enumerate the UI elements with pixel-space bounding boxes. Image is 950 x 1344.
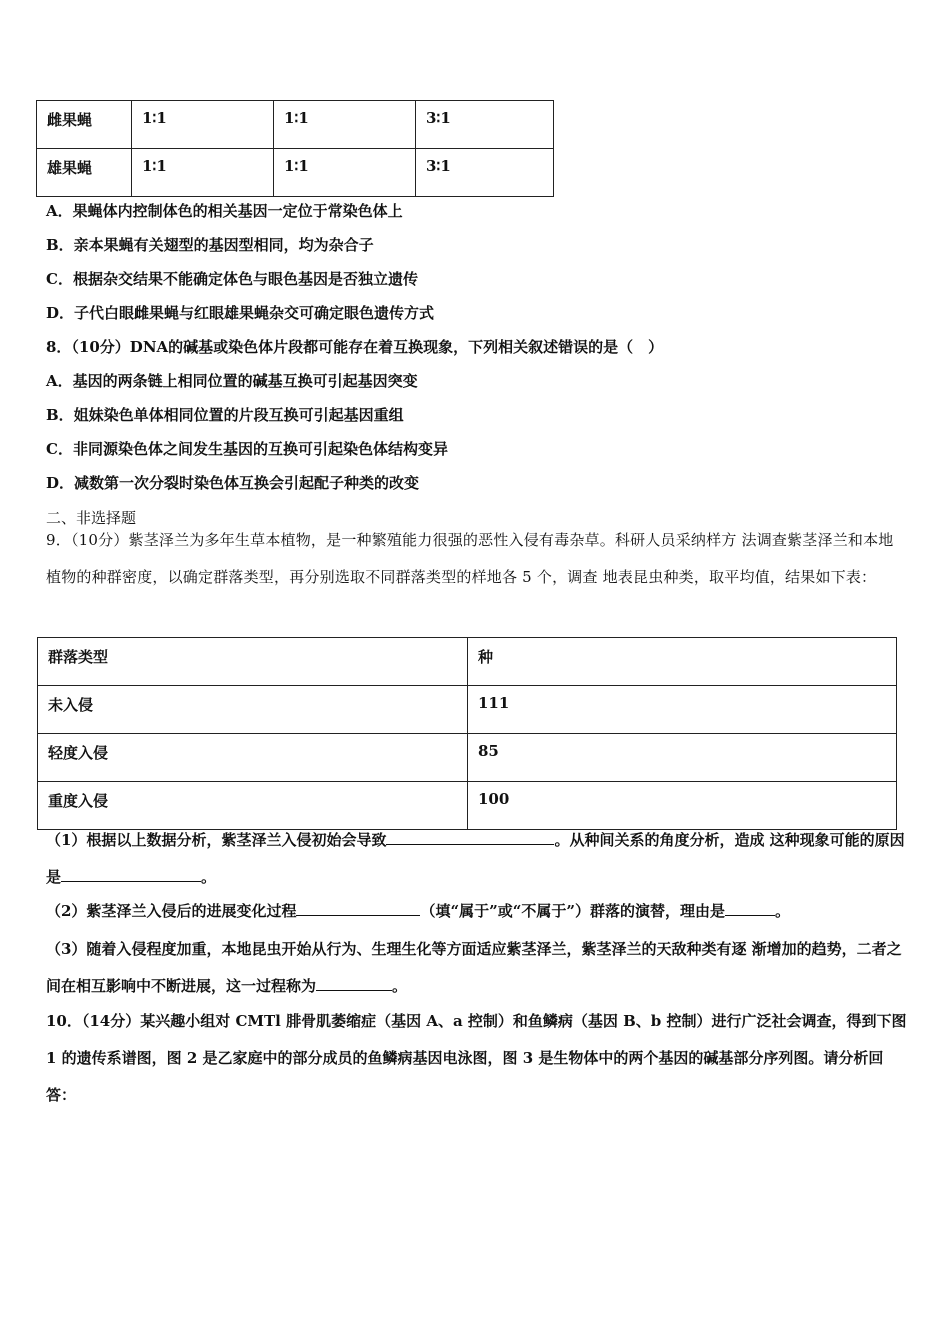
- table-row: [37, 101, 554, 149]
- header-species: 种: [468, 638, 897, 686]
- table-row: [38, 686, 897, 734]
- answer-blank: [316, 976, 392, 991]
- ratio-cell: 1∶1: [132, 101, 274, 149]
- q8-option-b: B．姐妹染色单体相同位置的片段互换可引起基因重组: [46, 406, 404, 424]
- table-header-row: [38, 638, 897, 686]
- community-type: 重度入侵: [38, 782, 468, 830]
- q7-option-c: C．根据杂交结果不能确定体色与眼色基因是否独立遗传: [46, 270, 418, 288]
- table-row: [37, 149, 554, 197]
- ratio-cell: 1∶1: [274, 101, 416, 149]
- ratio-cell: 3∶1: [416, 101, 554, 149]
- species-count: 85: [468, 734, 897, 782]
- q9-sub1-text-c: 。: [201, 868, 217, 886]
- q9-sub2: [46, 893, 908, 930]
- answer-blank: [725, 901, 775, 916]
- insect-species-table: [37, 637, 897, 830]
- q8-option-c: C．非同源染色体之间发生基因的互换可引起染色体结构变异: [46, 440, 448, 458]
- ratio-cell: 3∶1: [416, 149, 554, 197]
- q9-sub2-text-a: （2）紫茎泽兰入侵后的进展变化过程: [46, 902, 297, 920]
- q9-sub1-text-b: 。从种间关系的角度分析，造成 这种现象可能的原因是: [46, 831, 905, 886]
- q9-sub3-text-b: 。: [392, 977, 408, 995]
- answer-blank: [386, 830, 554, 845]
- species-count: 111: [468, 686, 897, 734]
- q9-sub1-text-a: （1）根据以上数据分析，紫茎泽兰入侵初始会导致: [46, 831, 387, 849]
- q7-option-b: B．亲本果蝇有关翅型的基因型相同，均为杂合子: [46, 236, 374, 254]
- q9-sub3-text-a: （3）随着入侵程度加重，本地昆虫开始从行为、生理生化等方面适应紫茎泽兰，紫茎泽兰的天敌种类有逐 渐增加的趋势，二者之间在相互影响中不断进展，这一过程称为: [46, 940, 902, 995]
- community-type: 轻度入侵: [38, 734, 468, 782]
- ratio-cell: 1∶1: [274, 149, 416, 197]
- q8-option-d: D．减数第一次分裂时染色体互换会引起配子种类的改变: [46, 474, 420, 492]
- q9-sub2-text-c: 。: [774, 902, 790, 920]
- q9-sub1: [46, 822, 908, 896]
- species-count: 100: [468, 782, 897, 830]
- header-community-type: 群落类型: [38, 638, 468, 686]
- ratio-table: [36, 100, 554, 197]
- q9-sub2-text-b: （填“属于”或“不属于”）群落的演替，理由是: [420, 902, 725, 920]
- q8-option-a: A．基因的两条链上相同位置的碱基互换可引起基因突变: [46, 372, 418, 390]
- answer-blank: [296, 901, 420, 916]
- q7-option-d: D．子代白眼雌果蝇与红眼雄果蝇杂交可确定眼色遗传方式: [46, 304, 435, 322]
- row-label: 雌果蝇: [37, 101, 132, 149]
- q9-stem: 9．（10分）紫茎泽兰为多年生草本植物，是一种繁殖能力很强的恶性入侵有毒杂草。科研人员采纳样方 法调查紫茎泽兰和本地植物的种群密度，以确定群落类型，再分别选取不同群落类型的样地各 5 个，调查 地表昆虫种类，取平均值，结果如下表：: [46, 531, 894, 586]
- ratio-cell: 1∶1: [132, 149, 274, 197]
- q7-option-a: A．果蝇体内控制体色的相关基因一定位于常染色体上: [46, 202, 403, 220]
- q9-sub3: [46, 931, 908, 1005]
- q10-stem: 10．（14分）某兴趣小组对 CMTl 腓骨肌萎缩症（基因 A、a 控制）和鱼鳞病（基因 B、b 控制）进行广泛社会调查，得到下图 1 的遗传系谱图，图 2 是乙家庭中的部分成员的鱼鳞病基因电泳图，图 3 是生物体中的两个基因的碱基部分序列图。请分析回答：: [46, 1012, 907, 1104]
- community-type: 未入侵: [38, 686, 468, 734]
- row-label: 雄果蝇: [37, 149, 132, 197]
- table-row: [38, 734, 897, 782]
- section-heading: 二、非选择题: [46, 509, 137, 527]
- answer-blank: [61, 867, 201, 882]
- q8-stem: 8．（10分）DNA的碱基或染色体片段都可能存在着互换现象，下列相关叙述错误的是（ ）: [46, 338, 664, 356]
